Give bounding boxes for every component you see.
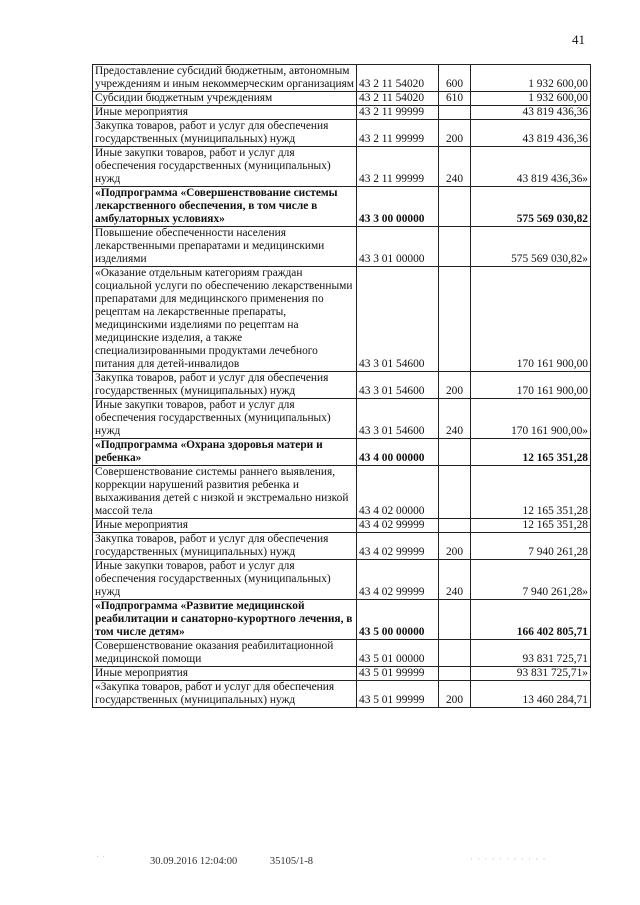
row-type [439, 187, 471, 227]
row-type: 600 [439, 65, 471, 92]
row-code: 43 5 01 00000 [357, 640, 439, 667]
row-name: Закупка товаров, работ и услуг для обеспечения государственных (муниципальных) нужд [93, 533, 357, 560]
row-code: 43 3 01 54600 [357, 267, 439, 372]
table-row [93, 600, 591, 640]
row-code: 43 4 02 99999 [357, 560, 439, 600]
row-code: 43 3 01 00000 [357, 227, 439, 267]
row-name: Иные закупки товаров, работ и услуг для обеспечения государственных (муниципальных) нужд [93, 560, 357, 600]
row-name: Иные мероприятия [93, 106, 357, 120]
row-sum: 12 165 351,28 [471, 466, 591, 519]
row-sum: 575 569 030,82 [471, 187, 591, 227]
row-type: 200 [439, 533, 471, 560]
footer-doc-number: 35105/1-8 [269, 856, 314, 867]
table-row [93, 439, 591, 466]
page-number: 41 [572, 32, 585, 47]
row-sum: 12 165 351,28 [471, 439, 591, 466]
row-sum: 13 460 284,71 [471, 681, 591, 708]
row-code: 43 2 11 99999 [357, 120, 439, 147]
row-sum: 43 819 436,36 [471, 106, 591, 120]
row-type [439, 519, 471, 533]
row-name: «Оказание отдельным категориям граждан социальной услуги по обеспечению лекарственными препаратами для медицинского применения по рецептам на лекарственные препараты, медицинскими изделиями по рецептам на медицинские изделия, а также специализированными продуктами лечебного питания для детей-инвалидов [93, 267, 357, 372]
row-type [439, 106, 471, 120]
row-sum: 43 819 436,36» [471, 147, 591, 187]
table-row [93, 399, 591, 439]
row-type [439, 667, 471, 681]
row-code: 43 5 01 99999 [357, 681, 439, 708]
row-sum: 1 932 600,00 [471, 92, 591, 106]
row-name: Повышение обеспеченности населения лекарственными препаратами и медицинскими изделиями [93, 227, 357, 267]
row-sum: 7 940 261,28 [471, 533, 591, 560]
budget-table [92, 64, 591, 708]
row-code: 43 4 02 99999 [357, 519, 439, 533]
row-type [439, 600, 471, 640]
table-row [93, 372, 591, 399]
row-code: 43 5 00 00000 [357, 600, 439, 640]
table-row [93, 681, 591, 708]
row-code: 43 2 11 99999 [357, 147, 439, 187]
row-sum: 12 165 351,28 [471, 519, 591, 533]
row-type: 200 [439, 120, 471, 147]
row-name: Закупка товаров, работ и услуг для обеспечения государственных (муниципальных) нужд [93, 372, 357, 399]
row-sum: 93 831 725,71» [471, 667, 591, 681]
row-name: Закупка товаров, работ и услуг для обеспечения государственных (муниципальных) нужд [93, 120, 357, 147]
row-type: 240 [439, 147, 471, 187]
row-name: «Закупка товаров, работ и услуг для обеспечения государственных (муниципальных) нужд [93, 681, 357, 708]
row-name: Иные мероприятия [93, 667, 357, 681]
table-row [93, 466, 591, 519]
table-body [93, 65, 591, 708]
row-type [439, 439, 471, 466]
row-type [439, 267, 471, 372]
row-code: 43 2 11 54020 [357, 92, 439, 106]
row-name: «Подпрограмма «Охрана здоровья матери и ребенка» [93, 439, 357, 466]
row-code: 43 4 02 00000 [357, 466, 439, 519]
row-code: 43 5 01 99999 [357, 667, 439, 681]
row-name: Совершенствование оказания реабилитационной медицинской помощи [93, 640, 357, 667]
row-name: Субсидии бюджетным учреждениям [93, 92, 357, 106]
row-type: 200 [439, 681, 471, 708]
row-sum: 170 161 900,00 [471, 267, 591, 372]
row-sum: 93 831 725,71 [471, 640, 591, 667]
row-sum: 166 402 805,71 [471, 600, 591, 640]
row-sum: 170 161 900,00» [471, 399, 591, 439]
row-sum: 1 932 600,00 [471, 65, 591, 92]
row-type: 240 [439, 399, 471, 439]
row-name: Иные закупки товаров, работ и услуг для обеспечения государственных (муниципальных) нужд [93, 399, 357, 439]
table-row [93, 106, 591, 120]
row-sum: 7 940 261,28» [471, 560, 591, 600]
table-row [93, 667, 591, 681]
footer [150, 856, 343, 867]
row-type: 610 [439, 92, 471, 106]
row-code: 43 3 01 54600 [357, 372, 439, 399]
row-sum: 170 161 900,00 [471, 372, 591, 399]
row-code: 43 4 00 00000 [357, 439, 439, 466]
table-row [93, 560, 591, 600]
row-name: «Подпрограмма «Совершенствование системы лекарственного обеспечения, в том числе в амбулаторных условиях» [93, 187, 357, 227]
table-row [93, 120, 591, 147]
row-name: Совершенствование системы раннего выявления, коррекции нарушений развития ребенка и выхаживания детей с низкой и экстремально низкой массой тела [93, 466, 357, 519]
row-sum: 43 819 436,36 [471, 120, 591, 147]
faded-stamp-icon: · · · · · · · · · · · [470, 854, 547, 864]
table-row [93, 227, 591, 267]
table-row [93, 65, 591, 92]
table-row [93, 533, 591, 560]
scan-mark-icon: · · [96, 852, 106, 863]
row-type [439, 640, 471, 667]
table-row [93, 187, 591, 227]
row-name: «Подпрограмма «Развитие медицинской реабилитации и санаторно-курортного лечения, в том числе детям» [93, 600, 357, 640]
row-code: 43 4 02 99999 [357, 533, 439, 560]
footer-datetime: 30.09.2016 12:04:00 [150, 856, 238, 867]
row-name: Иные закупки товаров, работ и услуг для обеспечения государственных (муниципальных) нужд [93, 147, 357, 187]
table-row [93, 519, 591, 533]
row-type [439, 227, 471, 267]
table-row [93, 92, 591, 106]
row-type: 200 [439, 372, 471, 399]
row-code: 43 3 00 00000 [357, 187, 439, 227]
row-code: 43 2 11 99999 [357, 106, 439, 120]
row-sum: 575 569 030,82» [471, 227, 591, 267]
row-name: Предоставление субсидий бюджетным, автономным учреждениям и иным некоммерческим организациям [93, 65, 357, 92]
row-code: 43 2 11 54020 [357, 65, 439, 92]
row-type [439, 466, 471, 519]
table-row [93, 147, 591, 187]
row-name: Иные мероприятия [93, 519, 357, 533]
row-type: 240 [439, 560, 471, 600]
table-row [93, 267, 591, 372]
row-code: 43 3 01 54600 [357, 399, 439, 439]
table-row [93, 640, 591, 667]
